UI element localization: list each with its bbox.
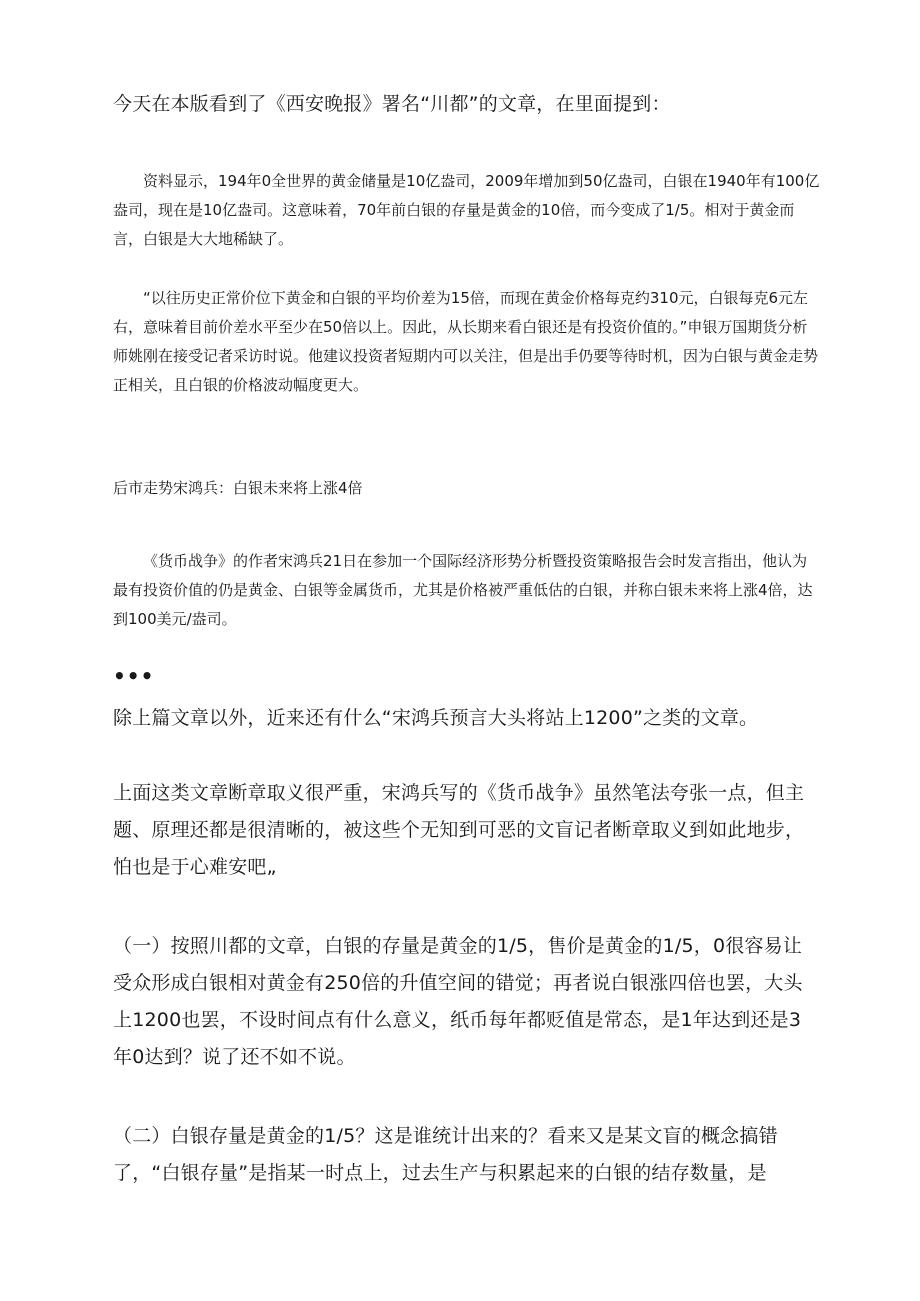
subheading: 后市走势宋鸿兵：白银未来将上涨4倍 [113, 479, 363, 497]
ellipsis-separator: ••• [113, 664, 155, 688]
point-one: （一）按照川都的文章，白银的存量是黄金的1/5，售价是黄金的1/5，0很容易让受众形成白银相对黄金有250倍的升值空间的错觉；再者说白银涨四倍也罢，大头上1200也罢，不设时间点有什么意义，纸币每年都贬值是常态，是1年达到还是3年0达到？说了还不如不说。 [113, 935, 803, 1068]
intro-paragraph: 今天在本版看到了《西安晚报》署名“川都”的文章，在里面提到： [113, 93, 671, 115]
point-two: （二）白银存量是黄金的1/5？这是谁统计出来的？看来又是某文盲的概念搞错了，“白银存量”是指某一时点上，过去生产与积累起来的白银的结存数量，是 [113, 1125, 778, 1184]
paragraph-other-articles: 除上篇文章以外，近来还有什么“宋鸿兵预言大头将站上1200”之类的文章。 [113, 707, 759, 729]
quote-paragraph-song-hongbing: 《货币战争》的作者宋鸿兵21日在参加一个国际经济形势分析暨投资策略报告会时发言指出，他认为最有投资价值的仍是黄金、白银等金属货币，尤其是价格被严重低估的白银，并称白银未来将上涨4倍，达到100美元/盎司。 [113, 552, 813, 628]
quote-paragraph-price-gap: “以往历史正常价位下黄金和白银的平均价差为15倍，而现在黄金价格每克约310元，白银每克6元左右，意味着目前价差水平至少在50倍以上。因此，从长期来看白银还是有投资价值的。”申银万国期货分析师姚刚在接受记者采访时说。他建议投资者短期内可以关注，但是出手仍要等待时机，因为白银与黄金走势正相关，且白银的价格波动幅度更大。 [113, 289, 819, 394]
quote-paragraph-reserves: 资料显示，194年0全世界的黄金储量是10亿盎司，2009年增加到50亿盎司，白银在1940年有100亿盎司，现在是10亿盎司。这意味着，70年前白银的存量是黄金的10倍，而今变成了1/5。相对于黄金而言，白银是大大地稀缺了。 [113, 172, 820, 248]
paragraph-critique: 上面这类文章断章取义很严重，宋鸿兵写的《货币战争》虽然笔法夸张一点，但主题、原理还都是很清晰的，被这些个无知到可恶的文盲记者断章取义到如此地步，怕也是于心难安吧„ [113, 782, 805, 878]
